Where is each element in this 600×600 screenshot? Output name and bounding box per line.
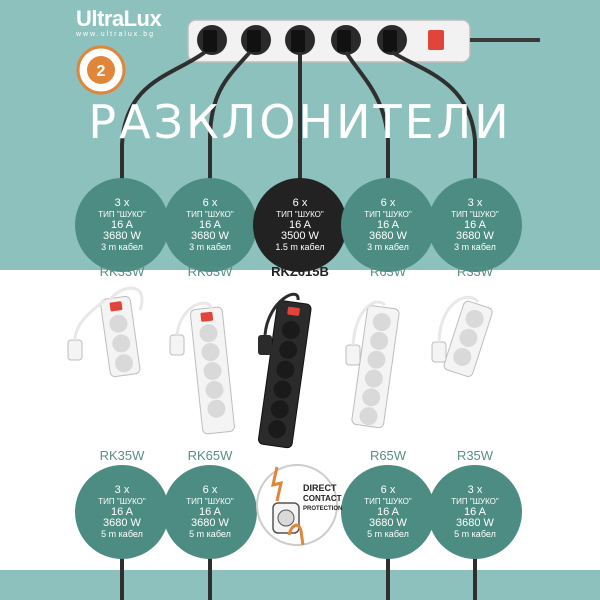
spec-circle-rk35w: 3 x ТИП "ШУКО" 16 A 3680 W 5 m кабел bbox=[75, 465, 169, 559]
spec-circle-r35w: 3 x ТИП "ШУКО" 16 A 3680 W 5 m кабел bbox=[428, 465, 522, 559]
model-label-rk33w: RK33W bbox=[99, 264, 145, 279]
spec-circle-r65w: 6 x ТИП "ШУКО" 16 A 3680 W 5 m кабел bbox=[341, 465, 435, 559]
badge-years: 2 bbox=[96, 63, 106, 80]
brand-name: UltraLux bbox=[76, 6, 162, 31]
model-label-r63w: R63W bbox=[369, 264, 407, 279]
warranty-badge-icon bbox=[76, 45, 126, 95]
spec-circle-r63w: 6 x ТИП "ШУКО" 16 A 3680 W 3 m кабел bbox=[341, 178, 435, 272]
model-label-r65w: R65W bbox=[369, 448, 407, 463]
direct-contact-protection-icon bbox=[255, 455, 345, 555]
brand-logo bbox=[76, 8, 161, 38]
page-title: РАЗКЛОНИТЕЛИ bbox=[88, 95, 512, 149]
model-label-rk65w: RK65W bbox=[187, 448, 233, 463]
spec-circle-rk63w: 6 x ТИП "ШУКО" 16 A 3680 W 3 m кабел bbox=[163, 178, 257, 272]
model-label-rk35w: RK35W bbox=[99, 448, 145, 463]
model-label-rk63w: RK63W bbox=[187, 264, 233, 279]
spec-circle-rkz615b: 6 x ТИП "ШУКО" 16 A 3500 W 1.5 m кабел bbox=[253, 178, 347, 272]
spec-circle-rk65w: 6 x ТИП "ШУКО" 16 A 3680 W 5 m кабел bbox=[163, 465, 257, 559]
protection-line2: CONTACT bbox=[303, 494, 342, 503]
model-label-r33w: R33W bbox=[456, 264, 494, 279]
protection-line3: PROTECTION bbox=[303, 506, 343, 512]
spec-circle-r33w: 3 x ТИП "ШУКО" 16 A 3680 W 3 m кабел bbox=[428, 178, 522, 272]
brand-website: www.ultralux.bg bbox=[76, 31, 156, 38]
model-label-rkz615b: RKZ615B bbox=[271, 264, 329, 279]
model-label-r35w: R35W bbox=[456, 448, 494, 463]
spec-circle-rk33w: 3 x ТИП "ШУКО" 16 A 3680 W 3 m кабел bbox=[75, 178, 169, 272]
protection-line1: DIRECT bbox=[303, 483, 337, 493]
